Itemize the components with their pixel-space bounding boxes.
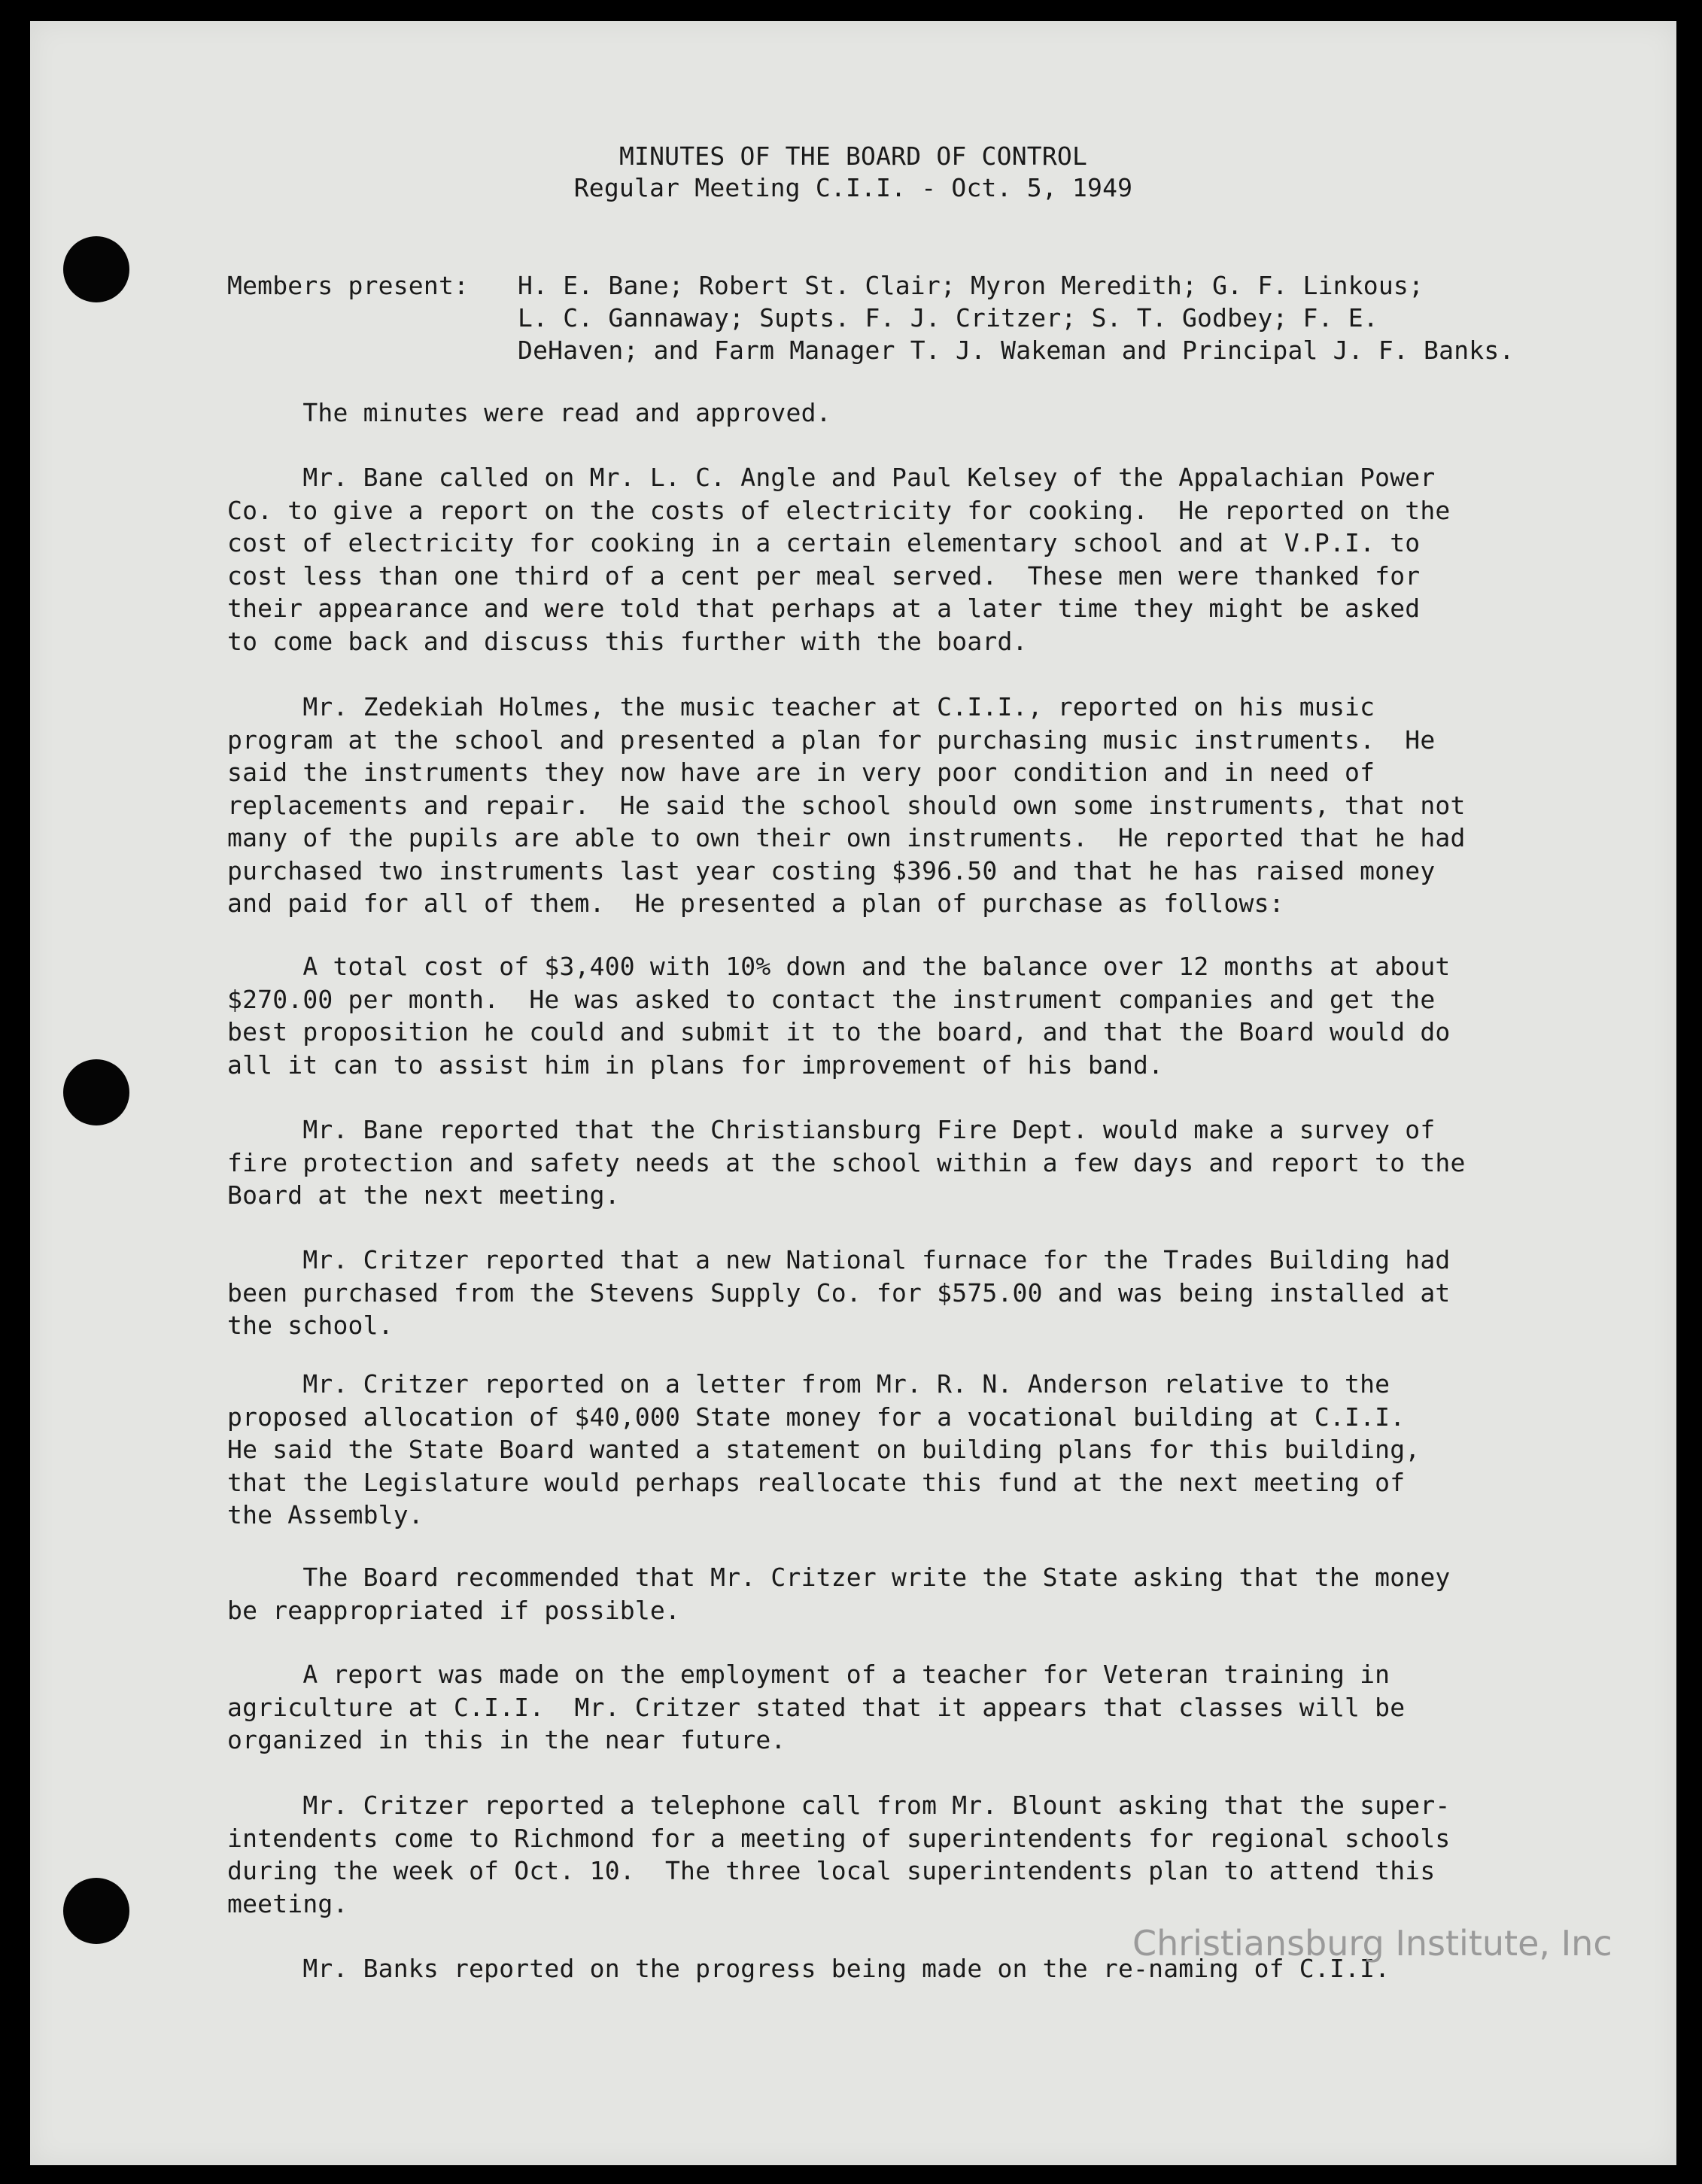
paragraph-purchase-plan: A total cost of $3,400 with 10% down and the balance over 12 months at about $270.00 per month. He was asked to contact the instrument companies and get the best proposition he could and submit it to the board, and that the Board would do all it can to assist him in plans for improvement of his band.: [227, 952, 1451, 1080]
members-label: Members present:: [227, 271, 470, 300]
title-line-2: Regular Meeting C.I.I. - Oct. 5, 1949: [573, 173, 1133, 202]
paragraph-veteran-training: A report was made on the employment of a teacher for Veteran training in agriculture at C.I.I. Mr. Critzer stated that it appears that classes will be organized in this in the near future.: [227, 1660, 1406, 1754]
typed-text: [30, 21, 1676, 2165]
document-page: [30, 21, 1676, 2165]
paragraph-electricity-report: Mr. Bane called on Mr. L. C. Angle and Paul Kelsey of the Appalachian Power Co. to give a report on the costs of electricity for cooking. He reported on the cost of electricity for cooking in a certain elementary school and at V.P.I. to cost less than one third of a cent per meal served. These men were thanked for their appearance and were told that perhaps at a later time they might be asked to come back and discuss this further with the board.: [227, 463, 1451, 656]
title-line-1: MINUTES OF THE BOARD OF CONTROL: [618, 141, 1088, 171]
paragraph-renaming: Mr. Banks reported on the progress being made on the re-naming of C.I.I.: [227, 1954, 1390, 1983]
paragraph-richmond-meeting: Mr. Critzer reported a telephone call from Mr. Blount asking that the super- intendents come to Richmond for a meeting of superintendents for regional schools during the week of Oct. 10. The three local superintendents plan to attend this meeting.: [227, 1791, 1451, 1918]
watermark-text: Christiansburg Institute, Inc: [1132, 1923, 1612, 1964]
members-list: H. E. Bane; Robert St. Clair; Myron Meredith; G. F. Linkous; L. C. Gannaway; Supts. F. J. Critzer; S. T. Godbey; F. E. DeHaven; and Farm Manager T. J. Wakeman and Principal J. F. Banks.: [518, 271, 1515, 365]
paragraph-minutes-approved: The minutes were read and approved.: [227, 398, 831, 427]
paragraph-furnace: Mr. Critzer reported that a new National furnace for the Trades Building had been purchased from the Stevens Supply Co. for $575.00 and was being installed at the school.: [227, 1245, 1451, 1340]
paragraph-fire-survey: Mr. Bane reported that the Christiansburg Fire Dept. would make a survey of fire protection and safety needs at the school within a few days and report to the Board at the next meeting.: [227, 1115, 1466, 1210]
paragraph-music-program: Mr. Zedekiah Holmes, the music teacher at C.I.I., reported on his music program at the school and presented a plan for purchasing music instruments. He said the instruments they now have are in very poor condition and in need of replacements and repair. He said the school should own some instruments, that not many of the pupils are able to own their own instruments. He reported that he had purchased two instruments last year costing $396.50 and that he has raised money and paid for all of them. He presented a plan of purchase as follows:: [227, 692, 1466, 918]
paragraph-reappropriation: The Board recommended that Mr. Critzer write the State asking that the money be reappropriated if possible.: [227, 1563, 1451, 1625]
paragraph-vocational-building: Mr. Critzer reported on a letter from Mr. R. N. Anderson relative to the proposed allocation of $40,000 State money for a vocational building at C.I.I. He said the State Board wanted a statement on building plans for this building, that the Legislature would perhaps reallocate this fund at the next meeting of the Assembly.: [227, 1369, 1421, 1529]
